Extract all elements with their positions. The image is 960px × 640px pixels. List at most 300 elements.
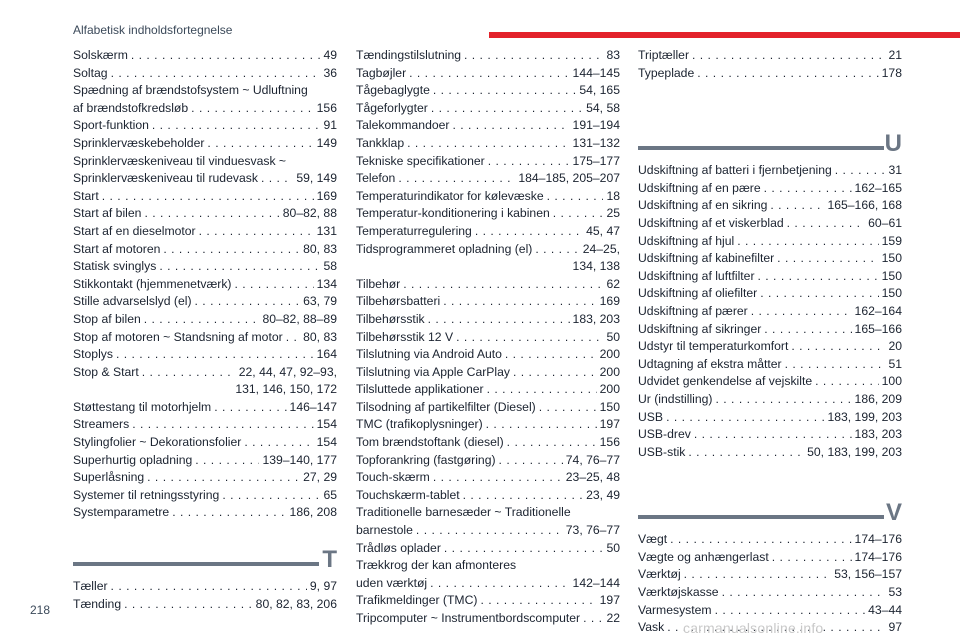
index-entry bbox=[73, 276, 337, 294]
index-entry bbox=[356, 188, 620, 206]
dot-leader bbox=[172, 504, 286, 522]
index-entry bbox=[73, 205, 337, 223]
entry-pages: 22, 44, 47, 92–93, bbox=[238, 364, 337, 379]
dot-leader bbox=[195, 293, 301, 311]
entry-term: Tilbehørsbatteri bbox=[356, 294, 441, 309]
entry-pages: 54, 58 bbox=[586, 100, 620, 115]
entry-pages: 178 bbox=[881, 65, 902, 80]
index-entry bbox=[356, 610, 620, 628]
entry-pages: 60–61 bbox=[868, 215, 902, 230]
entry-pages: 149 bbox=[316, 135, 337, 150]
entry-list-t-end bbox=[638, 47, 902, 82]
entry-term-line: Trækkrog der kan afmonteres bbox=[356, 558, 517, 573]
entry-term: Tilslutning via Android Auto bbox=[356, 347, 502, 362]
dot-leader bbox=[111, 578, 307, 596]
entry-term: Talekommandoer bbox=[356, 118, 450, 133]
entry-term: Udskiftning af pærer bbox=[638, 303, 748, 318]
index-entry bbox=[638, 268, 902, 286]
entry-term: Vask bbox=[638, 620, 665, 635]
entry-term: Touch-skærm bbox=[356, 470, 430, 485]
entry-term: Tågeforlygter bbox=[356, 100, 428, 115]
entry-pages: 197 bbox=[599, 593, 620, 608]
dot-leader bbox=[428, 311, 570, 329]
dot-leader bbox=[486, 416, 597, 434]
entry-term: af brændstofkredsløb bbox=[73, 100, 189, 115]
dot-leader bbox=[464, 47, 603, 65]
index-entry bbox=[356, 100, 620, 118]
index-entry bbox=[73, 469, 337, 487]
entry-pages: 139–140, 177 bbox=[262, 452, 337, 467]
index-entry bbox=[356, 311, 620, 329]
dot-leader bbox=[144, 311, 260, 329]
entry-pages: 186, 208 bbox=[289, 505, 337, 520]
entry-pages: 36 bbox=[323, 65, 337, 80]
entry-pages: 80, 83 bbox=[303, 241, 337, 256]
entry-term: Tekniske specifikationer bbox=[356, 153, 485, 168]
dot-leader bbox=[760, 285, 878, 303]
index-entry bbox=[638, 250, 902, 268]
index-entry bbox=[638, 285, 902, 303]
entry-term: Stop & Start bbox=[73, 364, 139, 379]
entry-term: Vægt bbox=[638, 532, 668, 547]
dot-leader bbox=[433, 469, 563, 487]
entry-term: Start af en dieselmotor bbox=[73, 223, 196, 238]
entry-term: Stop af bilen bbox=[73, 311, 141, 326]
section-header-t bbox=[73, 538, 337, 578]
dot-leader bbox=[131, 47, 321, 65]
entry-pages: 131–132 bbox=[572, 135, 620, 150]
entry-term: Stikkontakt (hjemmenetværk) bbox=[73, 276, 232, 291]
dot-leader bbox=[770, 197, 824, 215]
entry-pages: 150 bbox=[881, 251, 902, 266]
dot-leader bbox=[787, 215, 865, 233]
entry-pages: 174–176 bbox=[854, 532, 902, 547]
entry-term: Tændingstilslutning bbox=[356, 48, 462, 62]
dot-leader bbox=[431, 100, 583, 118]
entry-pages: 100 bbox=[881, 374, 902, 389]
index-entry bbox=[638, 215, 902, 233]
entry-pages: 27, 29 bbox=[303, 470, 337, 485]
index-entry bbox=[356, 487, 620, 505]
entry-term: Sprinklervæskeniveau til rudevask bbox=[73, 171, 258, 186]
entry-pages: 21 bbox=[888, 48, 902, 62]
dot-leader bbox=[214, 399, 286, 417]
entry-term: Stop af motoren ~ Standsning af motor bbox=[73, 329, 283, 344]
entry-pages: 134 bbox=[316, 276, 337, 291]
entry-pages: 53, 156–157 bbox=[834, 567, 902, 582]
dot-leader bbox=[764, 321, 851, 339]
dot-leader bbox=[751, 303, 852, 321]
dot-leader bbox=[191, 100, 313, 118]
dot-leader bbox=[684, 566, 832, 584]
entry-term: Værktøjskasse bbox=[638, 585, 719, 600]
index-entry bbox=[356, 364, 620, 382]
entry-pages: 74, 76–77 bbox=[565, 452, 620, 467]
entry-term: Start bbox=[73, 188, 99, 203]
entry-pages: 25 bbox=[606, 206, 620, 221]
index-entry bbox=[73, 65, 337, 83]
entry-term: Udskiftning af hjul bbox=[638, 233, 735, 248]
dot-leader bbox=[583, 610, 603, 628]
index-entry bbox=[356, 276, 620, 294]
index-entry bbox=[638, 162, 902, 180]
index-entry bbox=[73, 399, 337, 417]
entry-pages: 154 bbox=[316, 417, 337, 432]
dot-leader bbox=[444, 540, 604, 558]
entry-pages: 50 bbox=[606, 540, 620, 555]
index-entry bbox=[356, 293, 620, 311]
entry-term: Tilbehørsstik bbox=[356, 311, 425, 326]
index-entry bbox=[73, 241, 337, 259]
entry-pages: 183, 203 bbox=[572, 311, 620, 326]
index-entry bbox=[73, 578, 337, 596]
entry-term: Temperaturregulering bbox=[356, 223, 472, 238]
dot-leader bbox=[487, 381, 597, 399]
entry-term: Tidsprogrammeret opladning (el) bbox=[356, 241, 533, 256]
entry-pages: 20 bbox=[888, 339, 902, 354]
dot-leader bbox=[456, 329, 603, 347]
entry-term: USB-drev bbox=[638, 427, 691, 442]
index-entry bbox=[73, 329, 337, 347]
index-entry bbox=[638, 356, 902, 374]
entry-term: Udstyr til temperaturkomfort bbox=[638, 339, 789, 354]
index-entry bbox=[638, 338, 902, 356]
dot-leader bbox=[758, 268, 879, 286]
entry-list-t bbox=[73, 578, 337, 613]
index-entry bbox=[73, 223, 337, 241]
entry-pages: 22 bbox=[606, 611, 620, 625]
index-entry bbox=[356, 434, 620, 452]
index-entry bbox=[638, 303, 902, 321]
entry-term: Tilslutning via Apple CarPlay bbox=[356, 364, 510, 379]
watermark-text: carmanualsonline.info bbox=[683, 620, 824, 636]
index-column-1 bbox=[73, 47, 337, 613]
entry-pages: 73, 76–77 bbox=[565, 523, 620, 538]
dot-leader bbox=[764, 180, 852, 198]
dot-leader bbox=[513, 364, 597, 382]
entry-pages: 174–176 bbox=[854, 549, 902, 564]
index-entry bbox=[638, 426, 902, 444]
entry-term: Støttestang til motorhjelm bbox=[73, 399, 212, 414]
entry-pages-continued: 131, 146, 150, 172 bbox=[235, 382, 337, 397]
index-entry bbox=[638, 321, 902, 339]
dot-leader bbox=[195, 452, 259, 470]
entry-term: Udskiftning af oliefilter bbox=[638, 286, 758, 301]
dot-leader bbox=[443, 293, 596, 311]
entry-term: Topforankring (fastgøring) bbox=[356, 452, 496, 467]
entry-term: Tankklap bbox=[356, 135, 405, 150]
dot-leader bbox=[430, 575, 569, 593]
entry-pages: 62 bbox=[606, 276, 620, 291]
entry-term: USB-stik bbox=[638, 444, 686, 459]
entry-pages: 200 bbox=[599, 382, 620, 397]
dot-leader bbox=[488, 153, 570, 171]
dot-leader bbox=[697, 65, 878, 83]
dot-leader bbox=[670, 531, 851, 549]
section-divider bbox=[73, 562, 319, 566]
index-entry bbox=[356, 452, 620, 470]
index-entry bbox=[356, 329, 620, 347]
dot-leader bbox=[286, 329, 300, 347]
entry-pages: 80, 83 bbox=[303, 329, 337, 344]
index-entry bbox=[356, 592, 620, 610]
index-column-2 bbox=[356, 47, 620, 628]
dot-leader bbox=[772, 549, 852, 567]
entry-term-line: Spædning af brændstofsystem ~ Udluftning bbox=[73, 83, 308, 98]
index-entry bbox=[356, 522, 620, 540]
entry-term: Tæller bbox=[73, 579, 108, 594]
dot-leader bbox=[116, 346, 314, 364]
entry-term: Udskiftning af et viskerblad bbox=[638, 215, 784, 230]
entry-pages: 63, 79 bbox=[303, 294, 337, 309]
entry-pages: 83 bbox=[606, 48, 620, 62]
index-entry bbox=[638, 602, 902, 620]
entry-pages: 59, 149 bbox=[296, 171, 337, 186]
entry-term: Tom brændstoftank (diesel) bbox=[356, 435, 504, 450]
dot-leader bbox=[553, 205, 604, 223]
entry-term: Værktøj bbox=[638, 567, 681, 582]
entry-term: Tilsluttede applikationer bbox=[356, 382, 484, 397]
entry-pages: 18 bbox=[606, 188, 620, 203]
entry-term: USB bbox=[638, 409, 664, 424]
index-entry bbox=[356, 540, 620, 558]
entry-pages: 146–147 bbox=[289, 399, 337, 414]
dot-leader bbox=[124, 596, 253, 614]
section-header-v bbox=[638, 491, 902, 531]
index-entry bbox=[73, 346, 337, 364]
index-entry bbox=[73, 416, 337, 434]
entry-pages: 156 bbox=[316, 100, 337, 115]
dot-leader bbox=[147, 469, 300, 487]
entry-term: Tilsodning af partikelfilter (Diesel) bbox=[356, 399, 536, 414]
dot-leader bbox=[535, 241, 579, 259]
index-entry bbox=[356, 575, 620, 593]
entry-pages: 156 bbox=[599, 435, 620, 450]
dot-leader bbox=[433, 82, 576, 100]
index-entry bbox=[356, 241, 620, 259]
dot-leader bbox=[539, 399, 597, 417]
dot-leader bbox=[159, 258, 320, 276]
entry-pages: 91 bbox=[323, 118, 337, 133]
index-entry bbox=[638, 373, 902, 391]
entry-term: Solskærm bbox=[73, 48, 128, 62]
index-entry bbox=[73, 100, 337, 118]
index-entry bbox=[73, 170, 337, 188]
entry-pages: 183, 199, 203 bbox=[827, 409, 902, 424]
index-entry bbox=[638, 233, 902, 251]
entry-term: Tilbehør bbox=[356, 276, 401, 291]
entry-term: Sprinklervæskebeholder bbox=[73, 135, 205, 150]
entry-term: Streamers bbox=[73, 417, 130, 432]
dot-leader bbox=[163, 241, 300, 259]
entry-pages: 154 bbox=[316, 435, 337, 450]
entry-term-line: Traditionelle barnesæder ~ Traditionelle bbox=[356, 505, 571, 520]
section-divider bbox=[638, 515, 884, 519]
index-entry bbox=[356, 205, 620, 223]
dot-leader bbox=[791, 338, 885, 356]
entry-pages: 200 bbox=[599, 364, 620, 379]
dot-leader bbox=[132, 416, 313, 434]
entry-pages: 175–177 bbox=[572, 153, 620, 168]
index-entry bbox=[73, 487, 337, 505]
entry-term: Superhurtig opladning bbox=[73, 452, 193, 467]
dot-leader bbox=[716, 391, 852, 409]
index-entry bbox=[73, 364, 337, 382]
entry-term: Stylingfolier ~ Dekorationsfolier bbox=[73, 435, 242, 450]
index-entry bbox=[356, 346, 620, 364]
entry-pages: 51 bbox=[888, 356, 902, 371]
index-entry bbox=[638, 566, 902, 584]
dot-leader bbox=[142, 364, 236, 382]
entry-term: Udskiftning af kabinefilter bbox=[638, 251, 775, 266]
entry-term: Telefon bbox=[356, 171, 396, 186]
entry-term: Typeplade bbox=[638, 65, 695, 80]
entry-term: Ur (indstilling) bbox=[638, 391, 713, 406]
index-entry bbox=[73, 504, 337, 522]
entry-term: Udskiftning af sikringer bbox=[638, 321, 762, 336]
entry-pages: 80–82, 88 bbox=[282, 206, 337, 221]
entry-pages: 65 bbox=[323, 487, 337, 502]
dot-leader bbox=[666, 409, 824, 427]
entry-pages: 31 bbox=[888, 163, 902, 178]
dot-leader bbox=[452, 117, 569, 135]
index-entry bbox=[356, 82, 620, 100]
index-column-3 bbox=[638, 47, 902, 637]
dot-leader bbox=[499, 452, 563, 470]
entry-term: Tripcomputer ~ Instrumentbordscomputer bbox=[356, 611, 581, 625]
entry-term: Varmesystem bbox=[638, 602, 712, 617]
entry-term: Touchskærm-tablet bbox=[356, 487, 460, 502]
entry-pages: 97 bbox=[888, 620, 902, 635]
entry-term: Udskiftning af luftfilter bbox=[638, 268, 755, 283]
entry-pages: 183, 203 bbox=[854, 427, 902, 442]
entry-pages: 191–194 bbox=[572, 118, 620, 133]
entry-term: Superlåsning bbox=[73, 470, 145, 485]
section-header-u bbox=[638, 122, 902, 162]
section-letter: V bbox=[885, 499, 902, 527]
entry-term: Start af bilen bbox=[73, 206, 142, 221]
entry-pages: 80, 82, 83, 206 bbox=[255, 596, 337, 611]
index-entry bbox=[73, 452, 337, 470]
entry-term: uden værktøj bbox=[356, 575, 428, 590]
entry-list-u bbox=[638, 162, 902, 461]
entry-term-line: Sprinklervæskeniveau til vinduesvask ~ bbox=[73, 153, 287, 168]
dot-leader bbox=[815, 373, 879, 391]
entry-term: Tænding bbox=[73, 596, 122, 611]
dot-leader bbox=[480, 592, 596, 610]
index-entry bbox=[356, 381, 620, 399]
index-entry bbox=[638, 549, 902, 567]
index-entry bbox=[73, 293, 337, 311]
index-entry bbox=[73, 117, 337, 135]
entry-pages: 9, 97 bbox=[309, 579, 337, 594]
index-entry bbox=[73, 434, 337, 452]
entry-term: Tilbehørsstik 12 V bbox=[356, 329, 454, 344]
entry-term: Udskiftning af en sikring bbox=[638, 198, 768, 213]
entry-pages: 150 bbox=[599, 399, 620, 414]
dot-leader bbox=[398, 170, 515, 188]
index-entry bbox=[73, 596, 337, 614]
dot-leader bbox=[692, 47, 885, 65]
entry-pages: 150 bbox=[881, 268, 902, 283]
entry-pages: 169 bbox=[599, 294, 620, 309]
entry-term: Udskiftning af batteri i fjernbetjening bbox=[638, 163, 832, 178]
dot-leader bbox=[403, 276, 603, 294]
dot-leader bbox=[737, 233, 878, 251]
index-entry bbox=[638, 391, 902, 409]
entry-pages: 165–166, 168 bbox=[827, 198, 902, 213]
entry-pages: 150 bbox=[881, 286, 902, 301]
dot-leader bbox=[463, 487, 583, 505]
dot-leader bbox=[507, 434, 597, 452]
index-entry bbox=[638, 444, 902, 462]
dot-leader bbox=[409, 65, 569, 83]
dot-leader bbox=[785, 356, 886, 374]
index-entry bbox=[73, 311, 337, 329]
entry-term: Statisk svinglys bbox=[73, 259, 157, 274]
entry-term: Trådløs oplader bbox=[356, 540, 441, 555]
index-entry bbox=[638, 65, 902, 83]
index-entry bbox=[356, 469, 620, 487]
entry-pages: 23, 49 bbox=[586, 487, 620, 502]
dot-leader bbox=[688, 444, 804, 462]
entry-pages: 80–82, 88–89 bbox=[262, 311, 337, 326]
index-entry bbox=[73, 135, 337, 153]
index-entry bbox=[356, 223, 620, 241]
entry-term: barnestole bbox=[356, 523, 413, 538]
dot-leader bbox=[505, 346, 597, 364]
index-entry bbox=[638, 584, 902, 602]
index-entry bbox=[356, 416, 620, 434]
dot-leader bbox=[416, 522, 563, 540]
entry-pages: 162–164 bbox=[854, 303, 902, 318]
entry-pages: 164 bbox=[316, 347, 337, 362]
index-entry bbox=[356, 170, 620, 188]
entry-term: Systemer til retningsstyring bbox=[73, 487, 220, 502]
index-entry bbox=[356, 117, 620, 135]
entry-term: Sport-funktion bbox=[73, 118, 149, 133]
entry-term: Udskiftning af en pære bbox=[638, 180, 761, 195]
entry-pages: 53 bbox=[888, 585, 902, 600]
dot-leader bbox=[694, 426, 852, 444]
dot-leader bbox=[547, 188, 604, 206]
page-header-title: Alfabetisk indholdsfortegnelse bbox=[73, 23, 233, 37]
entry-list-s bbox=[73, 47, 337, 522]
index-entry bbox=[638, 197, 902, 215]
dot-leader bbox=[261, 170, 293, 188]
entry-term: Tågebaglygte bbox=[356, 83, 430, 98]
entry-term: Systemparametre bbox=[73, 505, 170, 520]
index-entry bbox=[73, 47, 337, 65]
entry-pages: 197 bbox=[599, 417, 620, 432]
entry-pages: 165–166 bbox=[854, 321, 902, 336]
dot-leader bbox=[152, 117, 321, 135]
dot-leader bbox=[715, 602, 866, 620]
index-entry bbox=[73, 258, 337, 276]
dot-leader bbox=[144, 205, 279, 223]
entry-pages: 54, 165 bbox=[579, 83, 620, 98]
entry-pages: 169 bbox=[316, 188, 337, 203]
index-entry bbox=[638, 47, 902, 65]
dot-leader bbox=[835, 162, 886, 180]
dot-leader bbox=[111, 65, 321, 83]
dot-leader bbox=[222, 487, 320, 505]
dot-leader bbox=[722, 584, 886, 602]
index-entry bbox=[356, 153, 620, 171]
entry-pages: 50, 183, 199, 203 bbox=[807, 444, 902, 459]
entry-term: Udtagning af ekstra måtter bbox=[638, 356, 782, 371]
entry-pages: 162–165 bbox=[854, 180, 902, 195]
